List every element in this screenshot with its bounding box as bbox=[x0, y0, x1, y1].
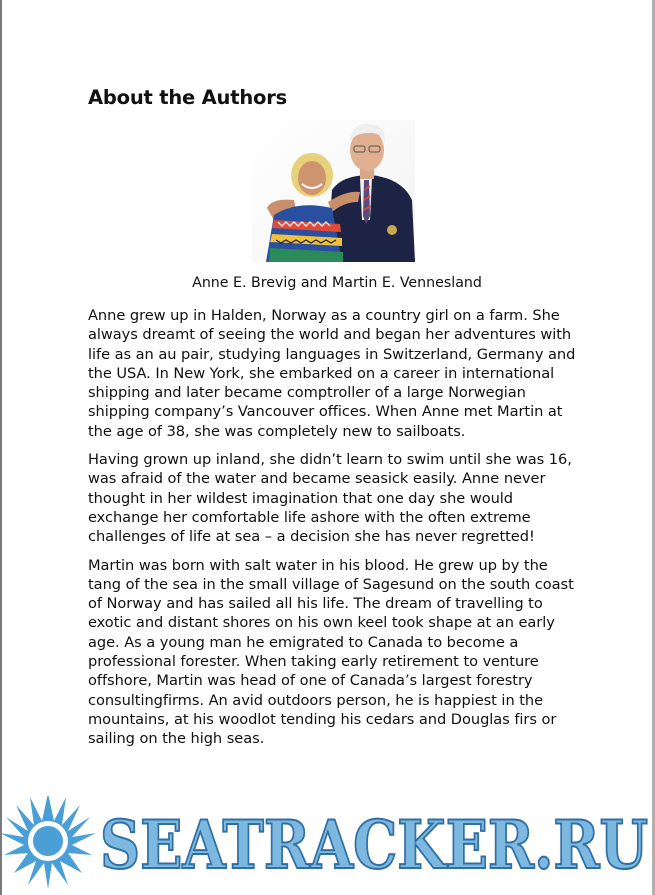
seatracker-watermark bbox=[0, 796, 655, 895]
paragraph-anne-sea: Having grown up inland, she didn’t learn to swim until she was 16, was afraid of the water and became seasick easily. Anne never thought in her wildest imagination that one day she would exchange her comfortable life ashore with the often extreme challenges of life at sea – a decision she has never regretted! bbox=[88, 451, 572, 546]
document-page bbox=[88, 86, 578, 749]
authors-photo bbox=[252, 120, 415, 262]
page-heading: About the Authors bbox=[88, 86, 288, 109]
page-frame-left bbox=[0, 0, 2, 895]
watermark-text: SEATRACKER.RU bbox=[100, 806, 648, 884]
paragraph-martin: Martin was born with salt water in his blood. He grew up by the tang of the sea in the small village of Sagesund on the south coast of Norway and has sailed all his life. The dream of travelling to exotic and distant shores on his own keel took shape at an early age. As a young man he emigrated to Canada to become a professional forester. When taking early retirement to venture offshore, Martin was head of one of Canada’s largest forestry consultingfirms. An avid outdoors person, he is happiest in the mountains, at his woodlot tending his cedars and Douglas firs or sailing on the high seas. bbox=[88, 556, 574, 748]
photo-caption: Anne E. Brevig and Martin E. Vennesland bbox=[192, 275, 482, 291]
paragraph-anne-background: Anne grew up in Halden, Norway as a country girl on a farm. She always dreamt of seeing the world and began her adventures with life as an au pair, studying languages in Switzerland, Germany and the USA. In New York, she embarked on a career in international shipping and later became comptroller of a large Norwegian shipping company’s Vancouver offices. When Anne met Martin at the age of 38, she was completely new to sailboats. bbox=[88, 307, 576, 440]
sun-icon bbox=[0, 796, 96, 889]
